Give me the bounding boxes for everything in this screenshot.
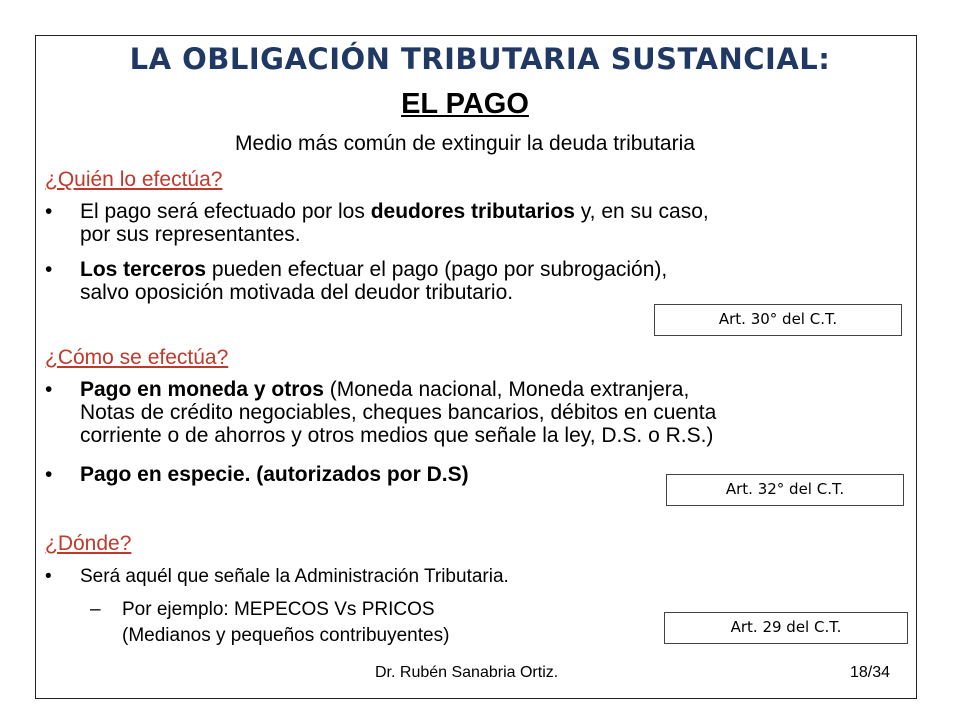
slide-subtitle: EL PAGO [401, 88, 529, 120]
bullet-icon: • [45, 463, 53, 486]
sub-example-detail: (Medianos y pequeños contribuyentes) [122, 625, 450, 646]
page-number: 18/34 [850, 664, 891, 681]
question-how: ¿Cómo se efectúa? [45, 346, 229, 369]
slide-lead: Medio más común de extinguir la deuda tributaria [235, 132, 695, 155]
bullet-text: Pago en moneda y otros (Moneda nacional, Moneda extranjera, Notas de crédito negociables, cheques bancarios, débitos en cuenta corriente o de ahorros y otros medios que señale la ley, D.S. o R.S.) [80, 378, 717, 447]
bullet-icon: • [45, 566, 52, 587]
question-where: ¿Dónde? [45, 532, 132, 555]
article-ref-29: Art. 29 del C.T. [664, 612, 908, 644]
footer-author: Dr. Rubén Sanabria Ortiz. [375, 664, 559, 681]
bullet-icon: • [45, 378, 53, 401]
bullet-text: El pago será efectuado por los deudores tributarios y, en su caso, por sus representantes. [80, 200, 709, 246]
bullet-icon: • [45, 200, 53, 223]
bullet-text: Pago en especie. (autorizados por D.S) [80, 463, 469, 486]
sub-example: Por ejemplo: MEPECOS Vs PRICOS [122, 599, 435, 620]
slide-title: LA OBLIGACIÓN TRIBUTARIA SUSTANCIAL: [129, 42, 831, 76]
dash-icon: – [90, 599, 101, 620]
question-who: ¿Quién lo efectúa? [45, 168, 223, 191]
article-ref-32: Art. 32° del C.T. [666, 474, 904, 506]
bullet-text: Será aquél que señale la Administración Tributaria. [80, 566, 509, 587]
bullet-text: Los terceros pueden efectuar el pago (pago por subrogación), salvo oposición motivada del deudor tributario. [80, 258, 668, 304]
bullet-icon: • [45, 258, 53, 281]
article-ref-30: Art. 30° del C.T. [654, 304, 902, 336]
